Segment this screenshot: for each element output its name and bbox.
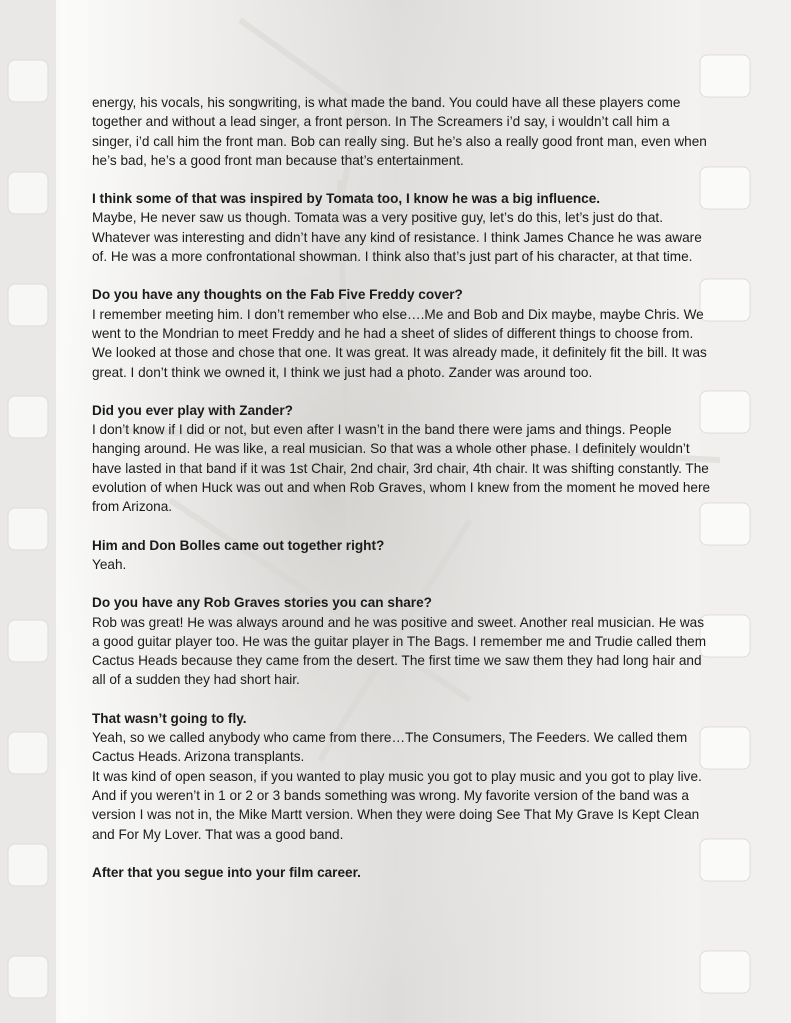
answer-paragraph: Rob was great! He was always around and he was positive and sweet. Another real musician. He was a good guitar player too. He was the guitar player in The Bags. I remember me and Trudie called them Cactus Heads because they came from the desert. The first time we saw them they had long hair and all of a sudden they had short hair. (92, 614, 707, 688)
answer-paragraph: It was kind of open season, if you wanted to play music you got to play music and you got to play live. And if you weren’t in 1 or 2 or 3 bands something was wrong. My favorite version of the band was a version I was not in, the Mike Martt version. When they were doing See That My Grave Is Kept Clean and For My Lover. That was a good band. (92, 768, 702, 842)
question: After that you segue into your film career. (92, 864, 361, 880)
question: Did you ever play with Zander? (92, 402, 293, 418)
answer-paragraph: energy, his vocals, his songwriting, is what made the band. You could have all these players come together and without a lead singer, a front person. In The Screamers i’d say, i wouldn’t call him a singer, i’d call him the front man. Bob can really sing. But he’s also a really good front man, even when he’s bad, he’s a good front man because that’s entertainment. (92, 95, 707, 168)
question: I think some of that was inspired by Tomata too, I know he was a big influence. (92, 191, 601, 207)
answer-paragraph: I remember meeting him. I don’t remember who else….Me and Bob and Dix maybe, maybe Chris. We went to the Mondrian to meet Freddy and he had a sheet of slides of different things to choose from. We looked at those and chose that one. It was great. It was already made, it definitely fit the bill. It was great. I don’t think we owned it, I think we just had a photo. Zander was around too. (92, 306, 707, 380)
question: Him and Don Bolles came out together right? (92, 537, 385, 553)
answer-paragraph: Yeah. (92, 556, 127, 572)
question: Do you have any Rob Graves stories you can share? (92, 595, 432, 611)
answer-paragraph: Yeah, so we called anybody who came from there…The Consumers, The Feeders. We called them Cactus Heads. Arizona transplants. (92, 730, 688, 765)
answer-paragraph: Maybe, He never saw us though. Tomata was a very positive guy, let’s do this, let’s just do that. Whatever was interesting and didn’t have any kind of resistance. I think James Chance he was aware of. He was a more confrontational showman. I think also that’s just part of his character, at that time. (92, 210, 702, 265)
answer-paragraph: I don’t know if I did or not, but even after I wasn’t in the band there were jams and things. People hanging around. He was like, a real musician. So that was a whole other phase. I definitely wouldn’t have lasted in that band if it was 1st Chair, 2nd chair, 3rd chair, 4th chair. It was shifting constantly. The evolution of when Huck was out and when Rob Graves, whom I knew from the moment he moved here from Arizona. (92, 422, 711, 515)
interview-text (92, 93, 712, 882)
question: Do you have any thoughts on the Fab Five Freddy cover? (92, 287, 463, 303)
question: That wasn’t going to fly. (92, 710, 247, 726)
